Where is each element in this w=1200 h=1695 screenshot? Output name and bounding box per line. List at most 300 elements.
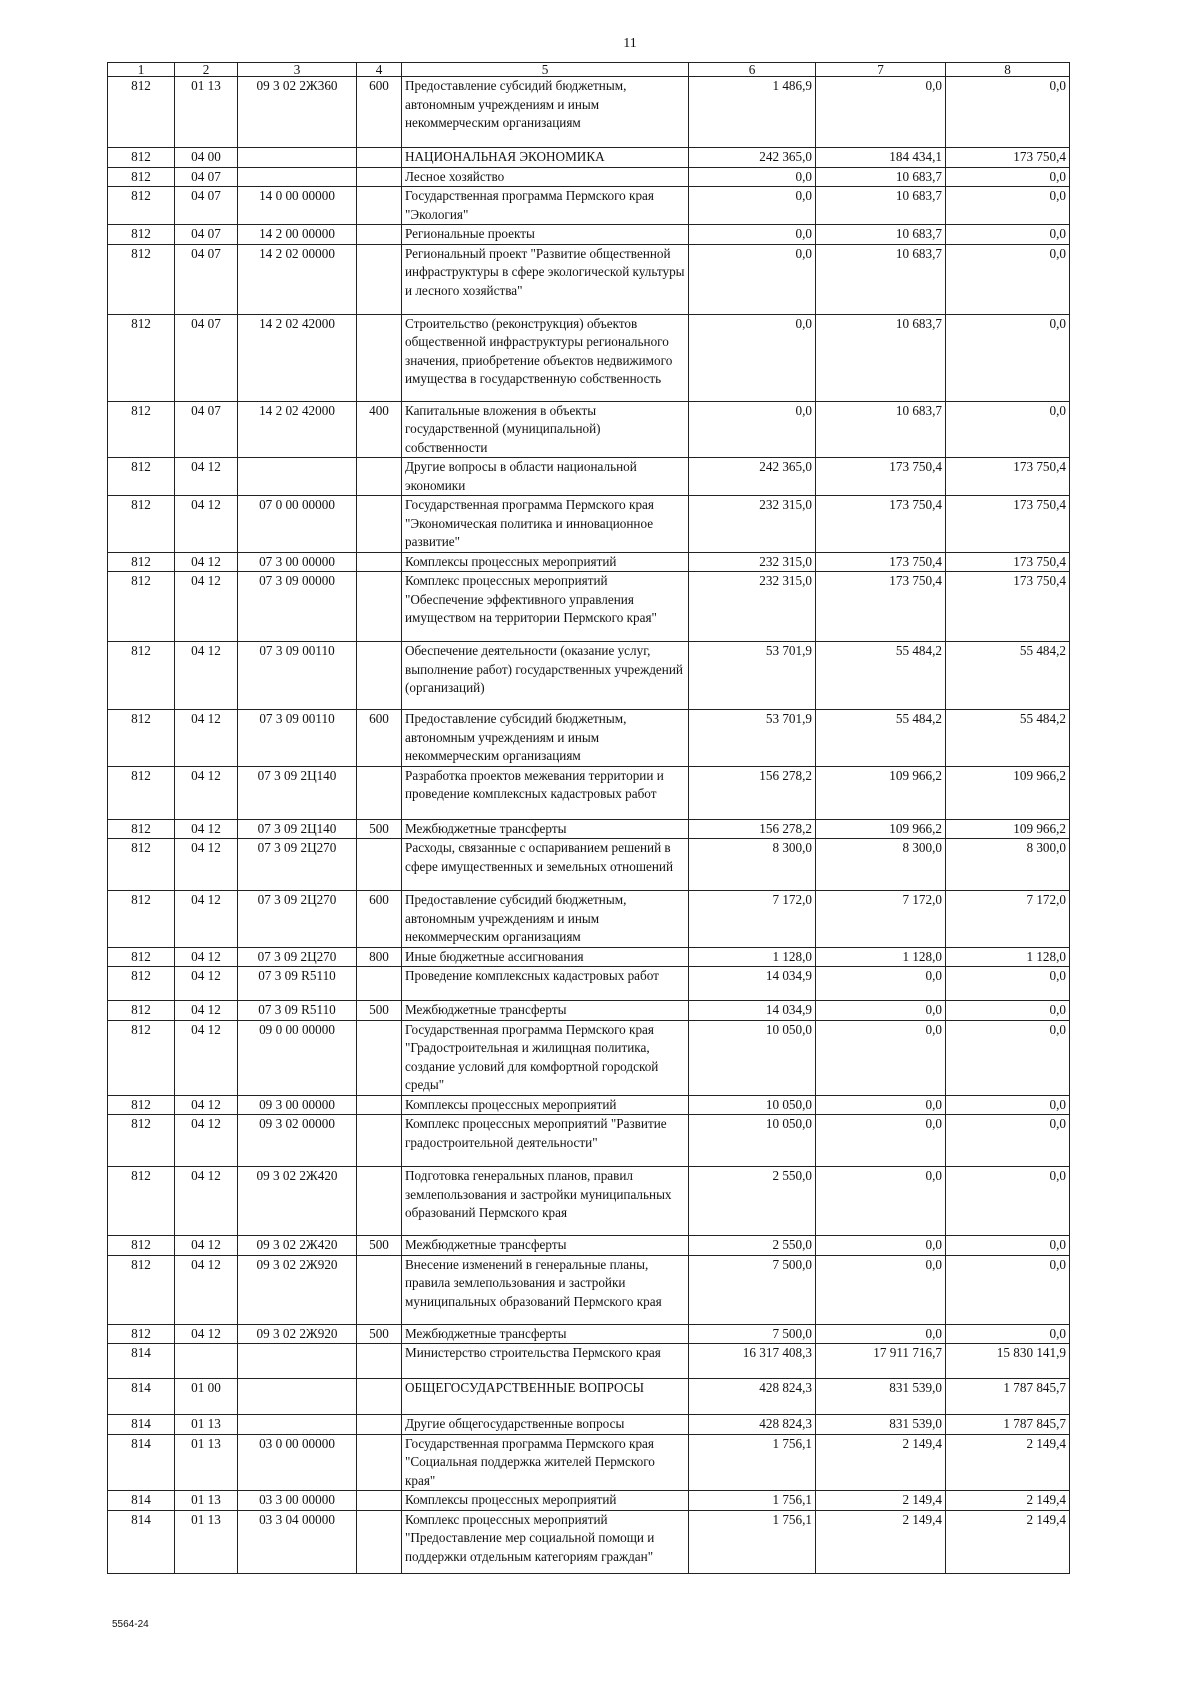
section-code: 04 12: [175, 458, 238, 496]
amount-col-6: 14 034,9: [689, 967, 816, 1001]
expense-type-code: [357, 1095, 402, 1115]
section-code: 04 12: [175, 1115, 238, 1167]
grbs-code: 812: [108, 77, 175, 148]
document-code: 5564-24: [112, 1619, 149, 1630]
grbs-code: 814: [108, 1415, 175, 1435]
expense-type-code: 600: [357, 710, 402, 767]
amount-col-8: 173 750,4: [946, 148, 1070, 168]
target-article-code: 14 2 02 42000: [238, 314, 357, 401]
grbs-code: 812: [108, 496, 175, 553]
section-code: 04 12: [175, 642, 238, 710]
expense-name: Государственная программа Пермского края "Экономическая политика и инновационное развитие": [402, 496, 689, 553]
amount-col-7: 0,0: [816, 1255, 946, 1324]
section-code: 04 12: [175, 891, 238, 948]
grbs-code: 812: [108, 225, 175, 245]
amount-col-7: 10 683,7: [816, 167, 946, 187]
target-article-code: 07 0 00 00000: [238, 496, 357, 553]
expense-name: Государственная программа Пермского края "Социальная поддержка жителей Пермского края": [402, 1434, 689, 1491]
column-number: 2: [175, 63, 238, 77]
amount-col-8: 0,0: [946, 1324, 1070, 1344]
expense-type-code: [357, 766, 402, 819]
section-code: 04 12: [175, 819, 238, 839]
amount-col-7: 8 300,0: [816, 839, 946, 891]
expense-type-code: [357, 314, 402, 401]
section-code: 04 12: [175, 1020, 238, 1095]
section-code: 04 12: [175, 766, 238, 819]
amount-col-7: 10 683,7: [816, 314, 946, 401]
amount-col-8: 109 966,2: [946, 819, 1070, 839]
section-code: 04 07: [175, 187, 238, 225]
target-article-code: 03 0 00 00000: [238, 1434, 357, 1491]
table-row: [108, 1255, 1070, 1324]
table-row: [108, 1510, 1070, 1573]
expense-name: Комплекс процессных мероприятий "Обеспечение эффективного управления имуществом на территории Пермского края": [402, 572, 689, 642]
expense-type-code: [357, 1020, 402, 1095]
amount-col-6: 0,0: [689, 401, 816, 458]
expense-type-code: 800: [357, 947, 402, 967]
amount-col-7: 173 750,4: [816, 496, 946, 553]
expense-type-code: 500: [357, 819, 402, 839]
target-article-code: 07 3 09 2Ц270: [238, 839, 357, 891]
expense-name: Проведение комплексных кадастровых работ: [402, 967, 689, 1001]
amount-col-8: 0,0: [946, 1095, 1070, 1115]
target-article-code: [238, 458, 357, 496]
amount-col-7: 0,0: [816, 1167, 946, 1236]
grbs-code: 812: [108, 1020, 175, 1095]
table-row: [108, 1236, 1070, 1256]
grbs-code: 814: [108, 1379, 175, 1415]
target-article-code: [238, 167, 357, 187]
expense-type-code: [357, 967, 402, 1001]
target-article-code: 09 3 02 2Ж360: [238, 77, 357, 148]
amount-col-7: 184 434,1: [816, 148, 946, 168]
target-article-code: 14 2 02 42000: [238, 401, 357, 458]
grbs-code: 812: [108, 1167, 175, 1236]
section-code: 04 12: [175, 572, 238, 642]
table-row: [108, 77, 1070, 148]
section-code: 04 07: [175, 225, 238, 245]
amount-col-7: 1 128,0: [816, 947, 946, 967]
amount-col-8: 173 750,4: [946, 572, 1070, 642]
amount-col-8: 0,0: [946, 1115, 1070, 1167]
section-code: 04 12: [175, 1255, 238, 1324]
table-row: [108, 496, 1070, 553]
target-article-code: 07 3 09 R5110: [238, 967, 357, 1001]
table-row: [108, 225, 1070, 245]
table-row: [108, 1324, 1070, 1344]
table-row: [108, 839, 1070, 891]
target-article-code: 07 3 00 00000: [238, 552, 357, 572]
table-row: [108, 1379, 1070, 1415]
amount-col-8: 0,0: [946, 1001, 1070, 1021]
column-number: 8: [946, 63, 1070, 77]
table-row: [108, 1491, 1070, 1511]
expense-name: Строительство (реконструкция) объектов общественной инфраструктуры регионального значения, приобретение объектов недвижимого имущества в государственную собственность: [402, 314, 689, 401]
page-number: 11: [623, 36, 637, 51]
amount-col-8: 2 149,4: [946, 1434, 1070, 1491]
amount-col-8: 0,0: [946, 77, 1070, 148]
table-row: [108, 314, 1070, 401]
column-number-row: [108, 63, 1070, 77]
grbs-code: 812: [108, 552, 175, 572]
amount-col-7: 2 149,4: [816, 1510, 946, 1573]
expense-type-code: [357, 225, 402, 245]
target-article-code: 09 3 00 00000: [238, 1095, 357, 1115]
amount-col-8: 0,0: [946, 225, 1070, 245]
amount-col-8: 55 484,2: [946, 642, 1070, 710]
grbs-code: 812: [108, 967, 175, 1001]
column-number: 4: [357, 63, 402, 77]
grbs-code: 812: [108, 244, 175, 314]
target-article-code: 07 3 09 00110: [238, 642, 357, 710]
amount-col-8: 0,0: [946, 187, 1070, 225]
expense-name: Разработка проектов межевания территории и проведение комплексных кадастровых работ: [402, 766, 689, 819]
section-code: 04 12: [175, 839, 238, 891]
amount-col-6: 0,0: [689, 244, 816, 314]
section-code: 04 12: [175, 967, 238, 1001]
section-code: 01 13: [175, 1415, 238, 1435]
amount-col-8: 1 128,0: [946, 947, 1070, 967]
table-row: [108, 552, 1070, 572]
expense-type-code: 500: [357, 1001, 402, 1021]
amount-col-8: 0,0: [946, 401, 1070, 458]
expense-type-code: [357, 552, 402, 572]
amount-col-6: 53 701,9: [689, 710, 816, 767]
target-article-code: [238, 148, 357, 168]
amount-col-7: 0,0: [816, 1020, 946, 1095]
table-row: [108, 1415, 1070, 1435]
target-article-code: [238, 1379, 357, 1415]
grbs-code: 812: [108, 401, 175, 458]
expense-type-code: [357, 244, 402, 314]
amount-col-6: 0,0: [689, 225, 816, 245]
section-code: 04 07: [175, 244, 238, 314]
table-row: [108, 947, 1070, 967]
section-code: 04 12: [175, 947, 238, 967]
amount-col-7: 55 484,2: [816, 642, 946, 710]
amount-col-6: 10 050,0: [689, 1115, 816, 1167]
expense-name: Министерство строительства Пермского края: [402, 1344, 689, 1379]
amount-col-8: 0,0: [946, 1167, 1070, 1236]
expense-type-code: [357, 1167, 402, 1236]
section-code: 04 12: [175, 710, 238, 767]
section-code: 01 13: [175, 77, 238, 148]
target-article-code: 09 3 02 00000: [238, 1115, 357, 1167]
amount-col-7: 831 539,0: [816, 1379, 946, 1415]
table-row: [108, 1115, 1070, 1167]
target-article-code: 09 3 02 2Ж420: [238, 1167, 357, 1236]
amount-col-6: 156 278,2: [689, 766, 816, 819]
grbs-code: 812: [108, 1095, 175, 1115]
amount-col-6: 0,0: [689, 314, 816, 401]
section-code: 04 12: [175, 1324, 238, 1344]
expense-type-code: [357, 458, 402, 496]
table-row: [108, 710, 1070, 767]
expense-type-code: 600: [357, 77, 402, 148]
expense-name: Обеспечение деятельности (оказание услуг, выполнение работ) государственных учреждений (организаций): [402, 642, 689, 710]
expense-type-code: [357, 1510, 402, 1573]
section-code: 04 07: [175, 167, 238, 187]
expense-name: Другие общегосударственные вопросы: [402, 1415, 689, 1435]
grbs-code: 812: [108, 458, 175, 496]
amount-col-8: 15 830 141,9: [946, 1344, 1070, 1379]
grbs-code: 814: [108, 1344, 175, 1379]
grbs-code: 814: [108, 1510, 175, 1573]
expense-name: Иные бюджетные ассигнования: [402, 947, 689, 967]
amount-col-8: 109 966,2: [946, 766, 1070, 819]
amount-col-7: 10 683,7: [816, 225, 946, 245]
amount-col-6: 10 050,0: [689, 1020, 816, 1095]
amount-col-6: 0,0: [689, 167, 816, 187]
target-article-code: 07 3 09 2Ц270: [238, 891, 357, 948]
expense-name: НАЦИОНАЛЬНАЯ ЭКОНОМИКА: [402, 148, 689, 168]
amount-col-6: 7 500,0: [689, 1324, 816, 1344]
amount-col-6: 14 034,9: [689, 1001, 816, 1021]
expense-type-code: [357, 148, 402, 168]
expense-name: ОБЩЕГОСУДАРСТВЕННЫЕ ВОПРОСЫ: [402, 1379, 689, 1415]
expense-type-code: [357, 839, 402, 891]
section-code: 04 12: [175, 1001, 238, 1021]
amount-col-6: 232 315,0: [689, 552, 816, 572]
target-article-code: 07 3 09 2Ц140: [238, 819, 357, 839]
section-code: 01 13: [175, 1434, 238, 1491]
section-code: 04 12: [175, 1167, 238, 1236]
expense-name: Подготовка генеральных планов, правил землепользования и застройки муниципальных образований Пермского края: [402, 1167, 689, 1236]
amount-col-7: 10 683,7: [816, 187, 946, 225]
amount-col-6: 2 550,0: [689, 1167, 816, 1236]
expense-type-code: [357, 167, 402, 187]
amount-col-7: 109 966,2: [816, 819, 946, 839]
amount-col-6: 242 365,0: [689, 148, 816, 168]
budget-table: [107, 62, 1070, 1574]
grbs-code: 812: [108, 947, 175, 967]
expense-name: Комплексы процессных мероприятий: [402, 552, 689, 572]
grbs-code: 812: [108, 642, 175, 710]
section-code: 04 12: [175, 496, 238, 553]
amount-col-6: 2 550,0: [689, 1236, 816, 1256]
amount-col-8: 0,0: [946, 167, 1070, 187]
expense-name: Комплексы процессных мероприятий: [402, 1491, 689, 1511]
expense-name: Межбюджетные трансферты: [402, 1236, 689, 1256]
expense-name: Комплекс процессных мероприятий "Предоставление мер социальной помощи и поддержки отдельным категориям граждан": [402, 1510, 689, 1573]
amount-col-7: 0,0: [816, 1001, 946, 1021]
expense-type-code: [357, 1344, 402, 1379]
grbs-code: 812: [108, 148, 175, 168]
amount-col-6: 232 315,0: [689, 572, 816, 642]
target-article-code: 14 0 00 00000: [238, 187, 357, 225]
amount-col-7: 0,0: [816, 1236, 946, 1256]
amount-col-8: 8 300,0: [946, 839, 1070, 891]
amount-col-6: 16 317 408,3: [689, 1344, 816, 1379]
column-number: 3: [238, 63, 357, 77]
table-row: [108, 1344, 1070, 1379]
amount-col-7: 173 750,4: [816, 552, 946, 572]
amount-col-7: 831 539,0: [816, 1415, 946, 1435]
expense-type-code: [357, 572, 402, 642]
expense-name: Предоставление субсидий бюджетным, автономным учреждениям и иным некоммерческим организациям: [402, 891, 689, 948]
section-code: 01 13: [175, 1510, 238, 1573]
target-article-code: 07 3 09 R5110: [238, 1001, 357, 1021]
grbs-code: 814: [108, 1491, 175, 1511]
expense-name: Комплекс процессных мероприятий "Развитие градостроительной деятельности": [402, 1115, 689, 1167]
amount-col-6: 1 128,0: [689, 947, 816, 967]
expense-type-code: [357, 1491, 402, 1511]
target-article-code: 09 3 02 2Ж920: [238, 1255, 357, 1324]
grbs-code: 812: [108, 766, 175, 819]
grbs-code: 812: [108, 1324, 175, 1344]
amount-col-8: 0,0: [946, 1255, 1070, 1324]
table-row: [108, 572, 1070, 642]
expense-type-code: [357, 496, 402, 553]
grbs-code: 814: [108, 1434, 175, 1491]
amount-col-7: 0,0: [816, 1324, 946, 1344]
amount-col-8: 7 172,0: [946, 891, 1070, 948]
table-row: [108, 766, 1070, 819]
amount-col-8: 173 750,4: [946, 496, 1070, 553]
table-row: [108, 458, 1070, 496]
target-article-code: 03 3 04 00000: [238, 1510, 357, 1573]
amount-col-8: 0,0: [946, 1236, 1070, 1256]
amount-col-7: 0,0: [816, 967, 946, 1001]
table-row: [108, 148, 1070, 168]
expense-type-code: [357, 1415, 402, 1435]
amount-col-8: 0,0: [946, 244, 1070, 314]
expense-name: Государственная программа Пермского края "Экология": [402, 187, 689, 225]
table-row: [108, 819, 1070, 839]
amount-col-6: 1 486,9: [689, 77, 816, 148]
amount-col-7: 2 149,4: [816, 1434, 946, 1491]
expense-type-code: 500: [357, 1324, 402, 1344]
table-row: [108, 642, 1070, 710]
amount-col-7: 0,0: [816, 1115, 946, 1167]
grbs-code: 812: [108, 839, 175, 891]
expense-name: Межбюджетные трансферты: [402, 1324, 689, 1344]
target-article-code: 09 0 00 00000: [238, 1020, 357, 1095]
target-article-code: 07 3 09 00110: [238, 710, 357, 767]
expense-type-code: [357, 1379, 402, 1415]
amount-col-6: 53 701,9: [689, 642, 816, 710]
grbs-code: 812: [108, 187, 175, 225]
amount-col-7: 173 750,4: [816, 572, 946, 642]
section-code: 04 12: [175, 1095, 238, 1115]
amount-col-7: 7 172,0: [816, 891, 946, 948]
amount-col-6: 1 756,1: [689, 1434, 816, 1491]
expense-name: Региональные проекты: [402, 225, 689, 245]
amount-col-7: 10 683,7: [816, 244, 946, 314]
target-article-code: 07 3 09 00000: [238, 572, 357, 642]
target-article-code: 07 3 09 2Ц140: [238, 766, 357, 819]
amount-col-6: 1 756,1: [689, 1491, 816, 1511]
amount-col-7: 17 911 716,7: [816, 1344, 946, 1379]
grbs-code: 812: [108, 1236, 175, 1256]
expense-type-code: 600: [357, 891, 402, 948]
amount-col-8: 1 787 845,7: [946, 1415, 1070, 1435]
target-article-code: 14 2 02 00000: [238, 244, 357, 314]
table-row: [108, 967, 1070, 1001]
grbs-code: 812: [108, 314, 175, 401]
expense-type-code: [357, 642, 402, 710]
expense-name: Предоставление субсидий бюджетным, автономным учреждениям и иным некоммерческим организациям: [402, 77, 689, 148]
expense-name: Лесное хозяйство: [402, 167, 689, 187]
grbs-code: 812: [108, 167, 175, 187]
expense-name: Межбюджетные трансферты: [402, 819, 689, 839]
expense-name: Другие вопросы в области национальной экономики: [402, 458, 689, 496]
amount-col-8: 0,0: [946, 967, 1070, 1001]
amount-col-6: 0,0: [689, 187, 816, 225]
amount-col-8: 173 750,4: [946, 458, 1070, 496]
amount-col-7: 0,0: [816, 1095, 946, 1115]
table-row: [108, 1095, 1070, 1115]
table-row: [108, 891, 1070, 948]
target-article-code: [238, 1344, 357, 1379]
table-row: [108, 1001, 1070, 1021]
amount-col-6: 7 172,0: [689, 891, 816, 948]
column-number: 7: [816, 63, 946, 77]
amount-col-8: 0,0: [946, 1020, 1070, 1095]
grbs-code: 812: [108, 710, 175, 767]
amount-col-7: 0,0: [816, 77, 946, 148]
target-article-code: 09 3 02 2Ж920: [238, 1324, 357, 1344]
amount-col-8: 0,0: [946, 314, 1070, 401]
target-article-code: 07 3 09 2Ц270: [238, 947, 357, 967]
amount-col-6: 428 824,3: [689, 1415, 816, 1435]
expense-name: Внесение изменений в генеральные планы, правила землепользования и застройки муниципальных образований Пермского края: [402, 1255, 689, 1324]
target-article-code: 03 3 00 00000: [238, 1491, 357, 1511]
section-code: 04 00: [175, 148, 238, 168]
expense-type-code: [357, 187, 402, 225]
amount-col-7: 109 966,2: [816, 766, 946, 819]
table-row: [108, 1434, 1070, 1491]
section-code: 04 07: [175, 401, 238, 458]
amount-col-6: 232 315,0: [689, 496, 816, 553]
table-row: [108, 1020, 1070, 1095]
amount-col-6: 156 278,2: [689, 819, 816, 839]
target-article-code: 09 3 02 2Ж420: [238, 1236, 357, 1256]
table-row: [108, 401, 1070, 458]
section-code: [175, 1344, 238, 1379]
section-code: 01 00: [175, 1379, 238, 1415]
expense-name: Капитальные вложения в объекты государственной (муниципальной) собственности: [402, 401, 689, 458]
grbs-code: 812: [108, 572, 175, 642]
amount-col-8: 1 787 845,7: [946, 1379, 1070, 1415]
table-row: [108, 1167, 1070, 1236]
amount-col-8: 2 149,4: [946, 1491, 1070, 1511]
expense-name: Предоставление субсидий бюджетным, автономным учреждениям и иным некоммерческим организациям: [402, 710, 689, 767]
amount-col-8: 2 149,4: [946, 1510, 1070, 1573]
amount-col-6: 242 365,0: [689, 458, 816, 496]
expense-type-code: [357, 1115, 402, 1167]
amount-col-7: 2 149,4: [816, 1491, 946, 1511]
target-article-code: 14 2 00 00000: [238, 225, 357, 245]
amount-col-6: 428 824,3: [689, 1379, 816, 1415]
grbs-code: 812: [108, 891, 175, 948]
amount-col-7: 10 683,7: [816, 401, 946, 458]
expense-type-code: [357, 1434, 402, 1491]
section-code: 04 07: [175, 314, 238, 401]
amount-col-6: 8 300,0: [689, 839, 816, 891]
section-code: 01 13: [175, 1491, 238, 1511]
expense-name: Государственная программа Пермского края "Градостроительная и жилищная политика, создание условий для комфортной городской среды": [402, 1020, 689, 1095]
column-number: 5: [402, 63, 689, 77]
amount-col-6: 1 756,1: [689, 1510, 816, 1573]
grbs-code: 812: [108, 1001, 175, 1021]
target-article-code: [238, 1415, 357, 1435]
amount-col-8: 173 750,4: [946, 552, 1070, 572]
expense-name: Региональный проект "Развитие общественной инфраструктуры в сфере экологической культуры и лесного хозяйства": [402, 244, 689, 314]
amount-col-7: 55 484,2: [816, 710, 946, 767]
grbs-code: 812: [108, 1115, 175, 1167]
section-code: 04 12: [175, 552, 238, 572]
